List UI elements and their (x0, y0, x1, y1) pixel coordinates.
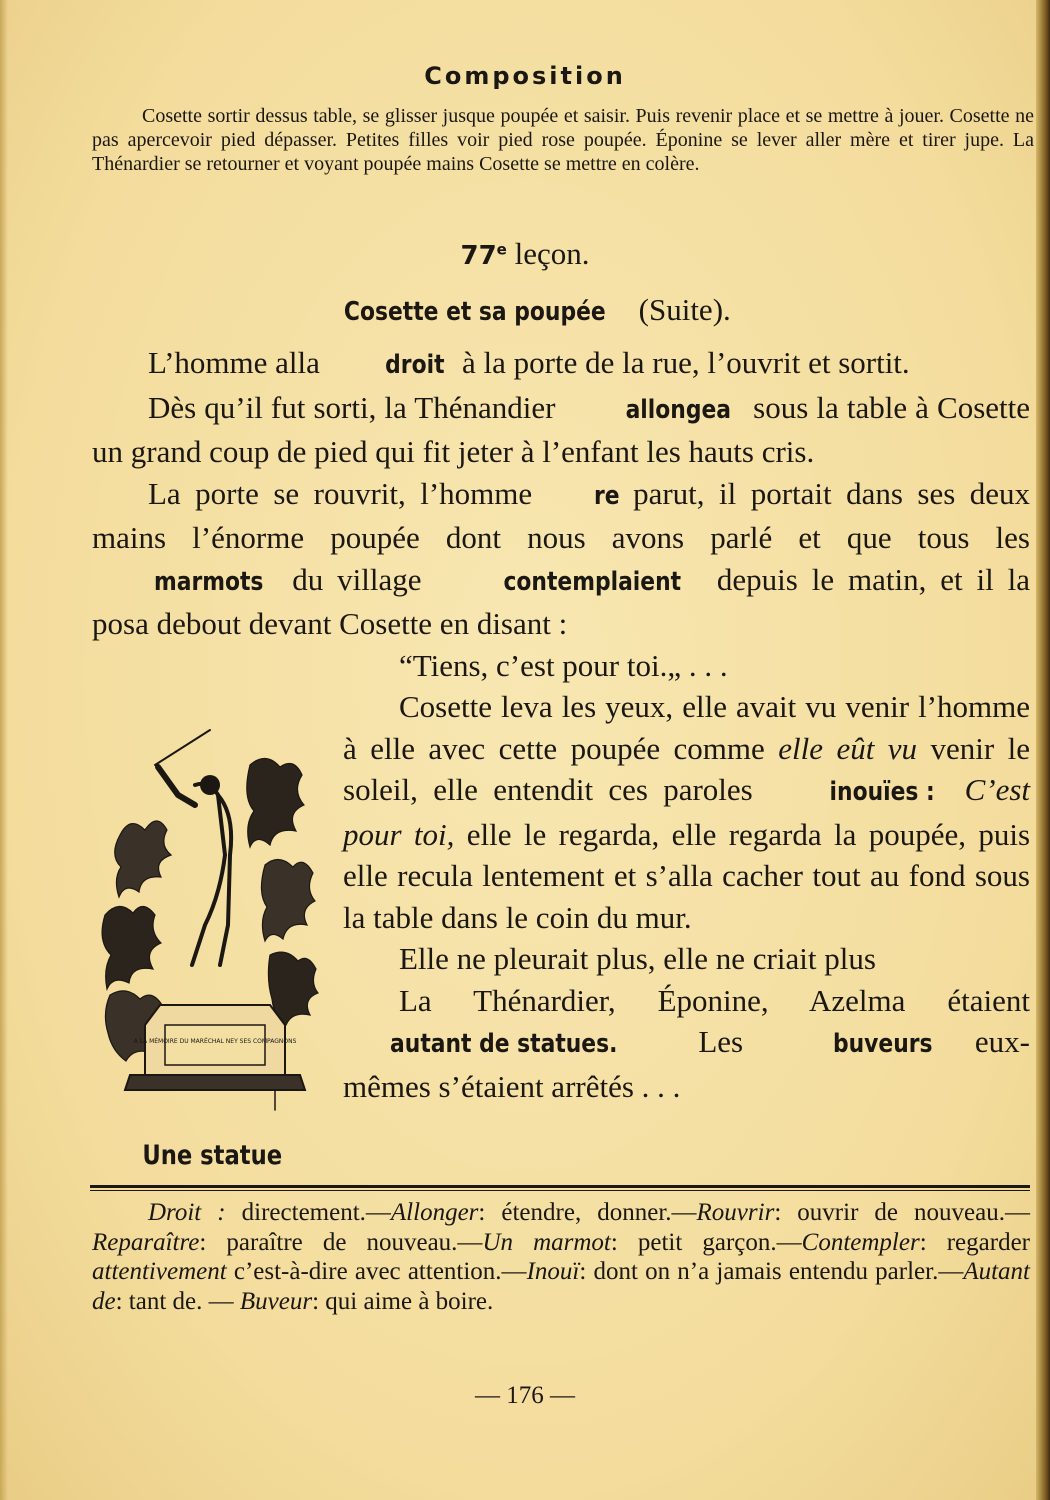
paragraph-5: Cosette leva les yeux, elle avait vu venir l’homme à elle avec cette poupée comme elle eût vu venir le soleil, elle entendit ces paroles inouïes : C’est pour toi, elle le regarda, elle regarda la poupée, puis elle recula lentement et s’alla cacher tout au fond sous la table dans le coin du mur. (343, 689, 1031, 935)
statue-illustration (100, 725, 325, 1115)
page-edge-left (0, 0, 8, 1500)
divider-rule-thin (90, 1190, 1030, 1191)
chapter-title-suite: (Suite). (638, 292, 731, 327)
chapter-title (0, 292, 1050, 328)
paragraph-3: La porte se rouvrit, l’homme re parut, il portait dans ses deux mains l’énorme poupée dont nous avons parlé et que tous les marmots du village contemplaient depuis le matin, et il la posa debout devant Cosette en disant : (92, 475, 1031, 641)
paragraph-7: La Thénardier, Éponine, Azelma étaient autant de statues. Les buveurs eux-mêmes s’étaient arrêtés . . . (343, 982, 1030, 1104)
lesson-word: leçon. (514, 236, 590, 271)
paragraph-1: L’homme alla droit à la porte de la rue, l’ouvrit et sortit. (148, 345, 910, 380)
statue-caption: Une statue (142, 1140, 283, 1171)
lesson-heading (0, 236, 1050, 272)
paragraph-quote: “Tiens, c’est pour toi.„ . . . (399, 647, 728, 683)
lesson-number: 77e (460, 240, 507, 271)
statue-plaque-text: A LA MÉMOIRE DU MARÉCHAL NEY SES COMPAGNONS (133, 1038, 297, 1045)
page-edge-right (1036, 0, 1050, 1500)
paragraph-2: Dès qu’il fut sorti, la Thénandier allongea sous la table à Cosette un grand coup de pied qui fit jeter à l’enfant les hauts cris. (92, 389, 1031, 469)
divider-rule (90, 1185, 1030, 1188)
paragraph-6: Elle ne pleurait plus, elle ne criait plus (399, 941, 876, 976)
composition-title: Composition (424, 62, 626, 90)
glossary-paragraph: Droit : directement.—Allonger: étendre, donner.—Rouvrir: ouvrir de nouveau.—Reparaître: paraître de nouveau.—Un marmot: petit garçon.—Contempler: regarder attentivement c’est-à-dire avec attention.—Inouï: dont on n’a jamais entendu parler.—Autant de: tant de. — Buveur: qui aime à boire. (92, 1199, 1030, 1315)
composition-paragraph: Cosette sortir dessus table, se glisser jusque poupée et saisir. Puis revenir place et se mettre à jouer. Cosette ne pas apercevoir pied dépasser. Petites filles voir pied rose poupée. Éponine se lever aller mère et tirer jupe. La Thénardier se retourner et voyant poupée mains Cosette se mettre en colère. (92, 105, 1034, 175)
chapter-title-bold: Cosette et sa poupée (344, 297, 606, 327)
glossary (92, 1198, 1030, 1316)
page-number: — 176 — (475, 1382, 575, 1409)
composition-text (92, 104, 1034, 176)
